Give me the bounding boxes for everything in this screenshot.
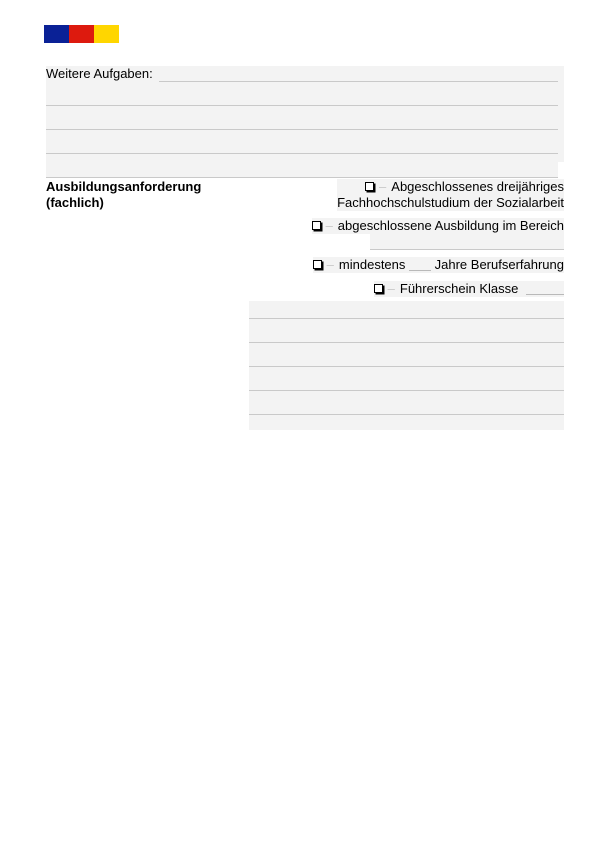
logo-blue-segment xyxy=(44,25,69,43)
requirement-free-text-field[interactable] xyxy=(249,301,564,430)
licence-class-input[interactable] xyxy=(526,282,564,295)
free-text-line xyxy=(249,318,564,319)
option-driving-licence-label: Führerschein Klasse xyxy=(399,281,519,296)
logo-red-segment xyxy=(69,25,94,43)
further-tasks-line xyxy=(46,105,558,106)
requirement-label-line2: (fachlich) xyxy=(46,195,104,210)
option-work-experience: – mindestens Jahre Berufserfahrung xyxy=(313,257,564,273)
free-text-line xyxy=(249,366,564,367)
option-training-label: abgeschlossene Ausbildung im Bereich xyxy=(337,218,564,233)
option-vocational-training: – abgeschlossene Ausbildung im Bereich xyxy=(312,218,564,234)
logo xyxy=(44,25,119,43)
option-experience-suffix: Jahre Berufserfahrung xyxy=(434,257,564,272)
further-tasks-line xyxy=(46,177,558,178)
further-tasks-line xyxy=(159,81,558,82)
option-degree-label-line2: Fachhochschulstudium der Sozialarbeit xyxy=(337,195,564,210)
further-tasks-line xyxy=(46,129,558,130)
experience-years-input[interactable] xyxy=(409,258,431,271)
free-text-line xyxy=(249,390,564,391)
training-field-input[interactable] xyxy=(370,234,564,250)
free-text-line xyxy=(249,414,564,415)
requirement-label xyxy=(46,179,201,211)
checkbox-training[interactable] xyxy=(312,221,321,230)
option-degree-social-work: – Abgeschlossenes dreijähriges Fachhochschulstudium der Sozialarbeit xyxy=(337,179,564,210)
option-degree-label-line1: Abgeschlossenes dreijähriges xyxy=(391,179,564,194)
free-text-line xyxy=(249,342,564,343)
checkbox-experience[interactable] xyxy=(313,260,322,269)
further-tasks-heading: Weitere Aufgaben: xyxy=(46,66,153,81)
checkbox-degree[interactable] xyxy=(365,182,374,191)
checkbox-driving-licence[interactable] xyxy=(374,284,383,293)
option-experience-prefix: mindestens xyxy=(338,257,406,272)
further-tasks-line xyxy=(46,153,558,154)
requirement-label-line1: Ausbildungsanforderung xyxy=(46,179,202,194)
option-driving-licence: – Führerschein Klasse xyxy=(374,281,564,297)
further-tasks-field[interactable] xyxy=(46,66,564,178)
logo-yellow-segment xyxy=(94,25,119,43)
